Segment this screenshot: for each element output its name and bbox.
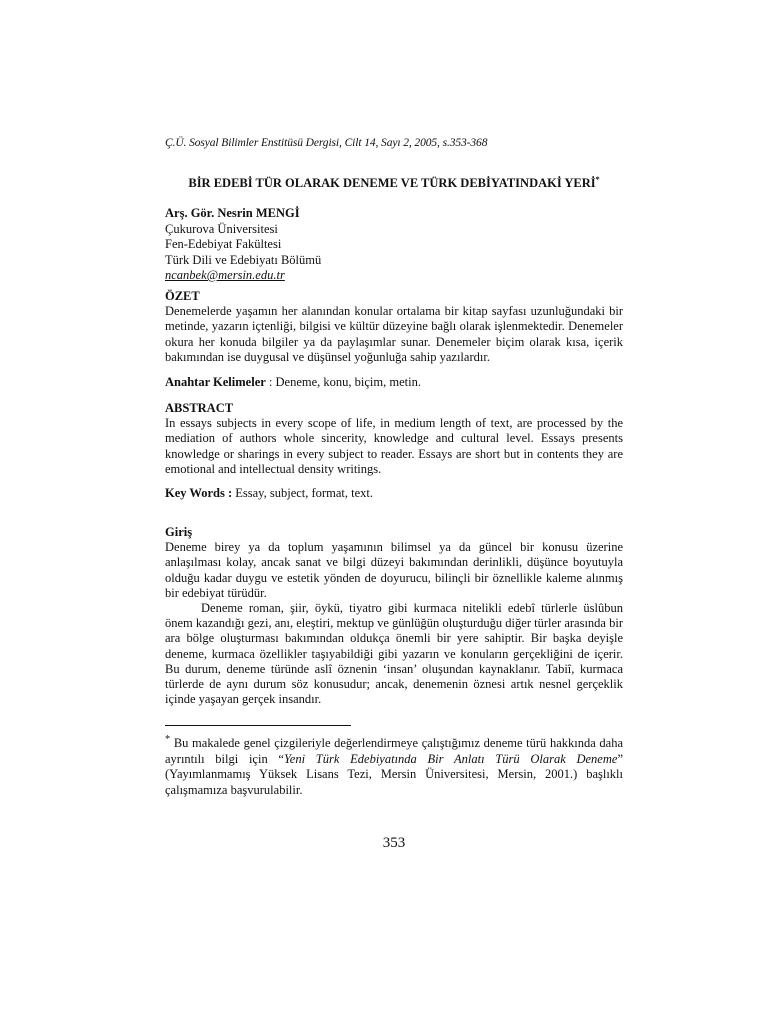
abstract-body: In essays subjects in every scope of life, in medium length of text, are processed by the mediation of authors whole sincerity, knowledge and cultural level. Essays presents knowledge or sharings in every subject to reader. Essays are short but in contents they are emotional and intellectual density writings.: [165, 416, 623, 476]
footnote-thesis-title: Yeni Türk Edebiyatında Bir Anlatı Türü Olarak Deneme: [283, 751, 618, 766]
abstract-section: [165, 401, 623, 477]
giris-section: [165, 525, 623, 707]
giris-paragraph-1: Deneme birey ya da toplum yaşamının bilimsel ya da güncel bir konusu üzerine anlaşılması kolay, ancak sanat ve bilgi düzeyi bakımından derinlikli, düşünce boyutuyla olduğu kadar duygu ve estetik yönden de doyurucu, bilinçli bir öznellikle kaleme alınmış bir edebiyat türüdür.: [165, 540, 623, 600]
page-number: 353: [382, 835, 406, 851]
footnote-text-pre: Bu makalede genel çizgileriyle değerlendirmeye çalıştığımız deneme türü hakkında daha ayrıntılı bilgi için “: [165, 736, 623, 766]
footnote-mark: *: [165, 734, 171, 745]
keywords-label: Key Words :: [165, 486, 233, 500]
author-department: Türk Dili ve Edebiyatı Bölümü: [165, 252, 322, 267]
abstract-heading: ABSTRACT: [165, 401, 234, 415]
footnote-text-post: ” (Yayımlanmamış Yüksek Lisans Tezi, Mersin Üniversitesi, Mersin, 2001.) başlıklı çalışmamıza başvurulabilir.: [165, 751, 623, 797]
ozet-heading: ÖZET: [165, 289, 200, 303]
author-block: [165, 206, 465, 284]
footnote-divider: [165, 725, 351, 726]
keywords-text: Essay, subject, format, text.: [232, 486, 373, 500]
footnote: [165, 732, 623, 798]
article-title-text: BİR EDEBİ TÜR OLARAK DENEME VE TÜRK DEBİYATINDAKİ YERİ: [188, 176, 596, 191]
giris-paragraph-2: Deneme roman, şiir, öykü, tiyatro gibi kurmaca nitelikli edebî türlerle üslûbun önem kazandığı gezi, anı, eleştiri, mektup ve günlüğün oluşturduğu diğer türler arasında bir ara bölge oluşturması bakımından oldukça önemli bir yere sahiptir. Bir başka deyişle deneme, kurmaca özellikler taşıyabildiği gibi yazarın ve konuların gerçekliğini de içerir. Bu durum, deneme türünde aslî öznenin ‘insan’ oluşundan kaynaklanır. Tabiî, kurmaca türlerde de aynı durum söz konusudur; ancak, denemenin öznesi artık nesnel gerçeklik içinde yaşayan gerçek insandır.: [165, 601, 623, 707]
anahtar-kelimeler: [165, 375, 623, 390]
title-footnote-mark: *: [595, 175, 600, 184]
author-name: Arş. Gör. Nesrin MENGİ: [165, 206, 300, 220]
author-faculty: Fen-Edebiyat Fakültesi: [165, 237, 282, 251]
journal-citation: Ç.Ü. Sosyal Bilimler Enstitüsü Dergisi, Cilt 14, Sayı 2, 2005, s.353-368: [165, 137, 488, 149]
ozet-body: Denemelerde yaşamın her alanından konular ortalama bir kitap sayfası uzunluğundaki bir metinde, yazarın içtenliği, bilgisi ve kültür düzeyine bağlı olarak işlenmektedir. Denemeler okura her konuda bilgiler ya da paylaşımlar sunar. Denemeler biçim olarak kısa, içerik bakımından ise duygusal ve düşünsel yoğunluğa sahip yazılardır.: [165, 304, 623, 364]
article-title: [165, 175, 623, 191]
anahtar-text: : Deneme, konu, biçim, metin.: [265, 375, 421, 389]
key-words: [165, 486, 623, 501]
author-university: Çukurova Üniversitesi: [165, 221, 278, 236]
anahtar-label: Anahtar Kelimeler: [165, 375, 266, 389]
ozet-section: [165, 289, 623, 365]
author-email-link[interactable]: ncanbek@mersin.edu.tr: [165, 268, 285, 282]
giris-heading: Giriş: [165, 525, 193, 539]
